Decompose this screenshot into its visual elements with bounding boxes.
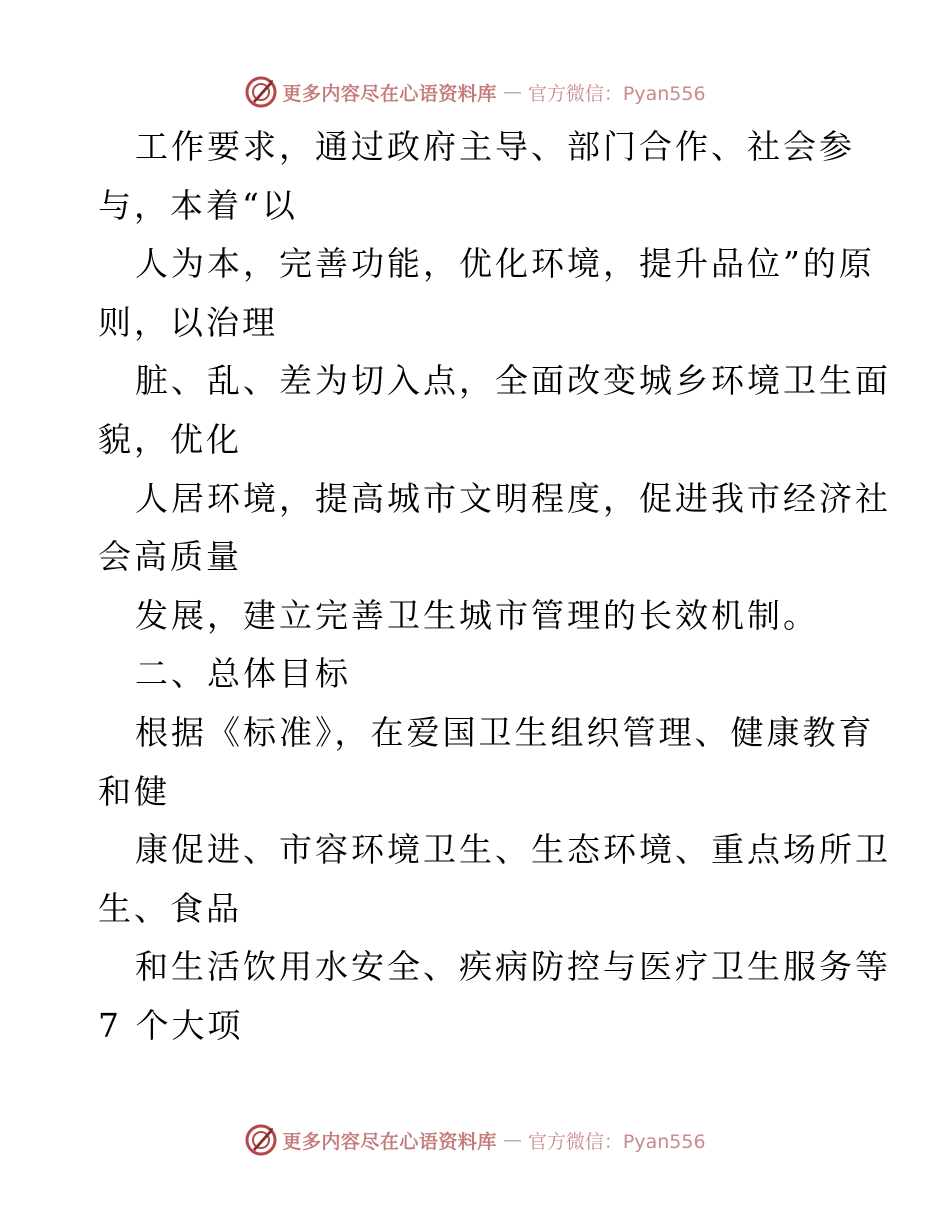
body-line: 生、食品 [98, 888, 242, 928]
red-seal-logo-icon [244, 1123, 278, 1157]
body-line: 和健 [98, 771, 170, 811]
body-line: 与，本着“以 [98, 185, 298, 225]
body-line: 和生活饮用水安全、疾病防控与医疗卫生服务等 [135, 947, 891, 987]
section-heading: 二、总体目标 [135, 654, 351, 694]
body-line: 人居环境，提高城市文明程度，促进我市经济社 [135, 478, 891, 518]
watermark-text: 更多内容尽在心语资料库 [282, 1130, 497, 1153]
watermark-text: 更多内容尽在心语资料库 [282, 82, 497, 105]
body-line: 人为本，完善功能，优化环境，提升品位”的原 [135, 244, 875, 284]
body-line: 工作要求，通过政府主导、部门合作、社会参 [135, 127, 855, 166]
red-seal-logo-icon [244, 75, 278, 109]
watermark-dash: — [502, 1129, 522, 1151]
watermark-group [244, 75, 705, 109]
body-line: 貌，优化 [98, 419, 242, 459]
document-body [98, 118, 891, 1056]
footer-watermark [0, 1120, 950, 1160]
body-line: 根据《标准》，在爱国卫生组织管理、健康教育 [135, 712, 875, 752]
body-line: 康促进、市容环境卫生、生态环境、重点场所卫 [135, 830, 891, 870]
body-line: 会高质量 [98, 537, 242, 577]
body-line: 脏、乱、差为切入点，全面改变城乡环境卫生面 [135, 361, 891, 401]
watermark-group [244, 1123, 705, 1157]
watermark-dash: — [502, 81, 522, 103]
watermark-contact: 官方微信：Pyan556 [527, 1130, 706, 1153]
body-line: 7 个大项 [98, 1005, 244, 1045]
watermark-contact: 官方微信：Pyan556 [527, 82, 706, 105]
body-line: 发展，建立完善卫生城市管理的长效机制。 [135, 595, 819, 635]
body-line: 则，以治理 [98, 302, 278, 342]
header-watermark [0, 72, 950, 112]
